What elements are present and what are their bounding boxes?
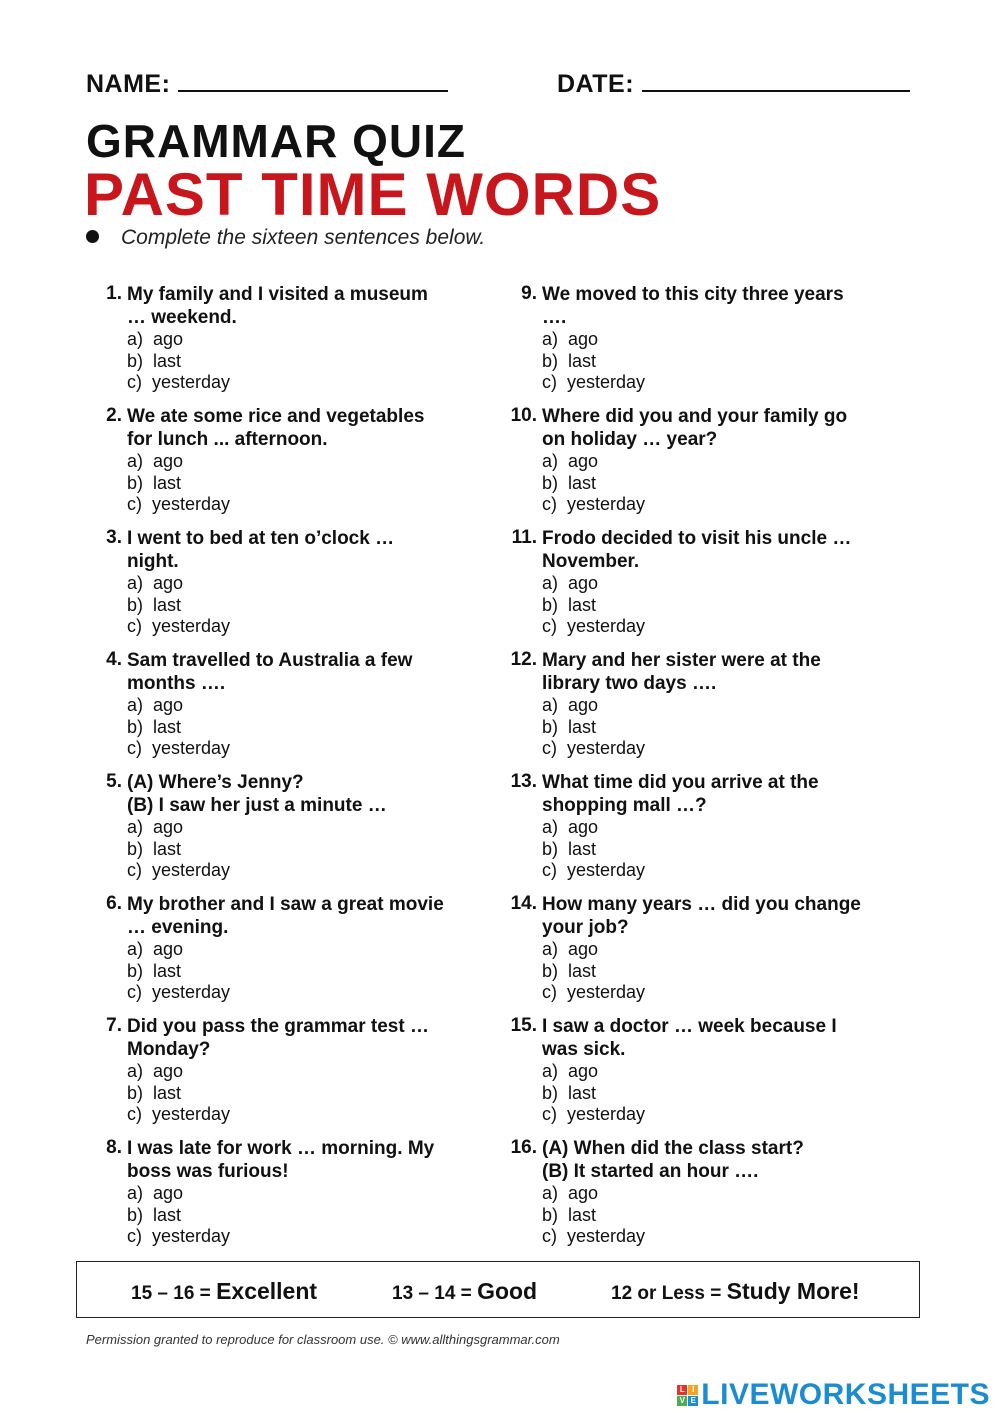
question-item xyxy=(503,771,923,893)
quiz-topic: PAST TIME WORDS xyxy=(84,161,662,228)
answer-option[interactable]: c) yesterday xyxy=(127,982,231,1002)
instruction xyxy=(86,226,485,250)
questions-right-column xyxy=(503,283,923,1259)
questions-left-column xyxy=(88,283,508,1259)
question-text: My family and I visited a museum … weekend. xyxy=(127,284,428,328)
score-study-more xyxy=(611,1278,860,1305)
answer-option[interactable]: b) last xyxy=(542,1204,597,1225)
answer-option[interactable]: a) ago xyxy=(127,939,184,959)
answer-option[interactable]: b) last xyxy=(542,838,597,859)
answer-option[interactable]: b) last xyxy=(127,350,182,371)
answer-options xyxy=(542,329,645,394)
question-text: (A) Where’s Jenny? (B) I saw her just a minute … xyxy=(127,772,387,816)
answer-option[interactable]: a) ago xyxy=(542,573,599,593)
answer-option[interactable]: b) last xyxy=(127,716,182,737)
score-range: 12 or Less = xyxy=(611,1283,722,1304)
question-number: 3. xyxy=(106,527,122,548)
brand-name: LIVEWORKSHEETS xyxy=(701,1378,990,1411)
answer-option[interactable]: a) ago xyxy=(127,695,184,715)
question-item xyxy=(503,527,923,649)
score-label: Excellent xyxy=(216,1278,318,1304)
answer-options xyxy=(542,939,645,1004)
question-item xyxy=(88,283,508,405)
question-text: We ate some rice and vegetables for lunch ... afternoon. xyxy=(127,406,425,450)
question-number: 16. xyxy=(510,1137,537,1158)
question-number: 15. xyxy=(510,1015,537,1036)
answer-options xyxy=(127,329,230,394)
answer-option[interactable]: a) ago xyxy=(127,1061,184,1081)
answer-option[interactable]: c) yesterday xyxy=(542,372,646,392)
question-number: 4. xyxy=(106,649,122,670)
answer-option[interactable]: c) yesterday xyxy=(542,494,646,514)
answer-options xyxy=(542,1061,645,1126)
score-excellent xyxy=(131,1278,317,1305)
question-number: 14. xyxy=(510,893,537,914)
question-item xyxy=(503,893,923,1015)
question-item xyxy=(88,893,508,1015)
name-blank-line xyxy=(178,72,448,92)
answer-option[interactable]: b) last xyxy=(542,1082,597,1103)
answer-option[interactable]: a) ago xyxy=(127,329,184,349)
question-item xyxy=(88,1015,508,1137)
answer-option[interactable]: b) last xyxy=(127,1204,182,1225)
question-item xyxy=(88,405,508,527)
answer-option[interactable]: c) yesterday xyxy=(127,738,231,758)
answer-option[interactable]: b) last xyxy=(542,960,597,981)
answer-option[interactable]: c) yesterday xyxy=(127,1104,231,1124)
answer-option[interactable]: b) last xyxy=(542,716,597,737)
answer-option[interactable]: c) yesterday xyxy=(127,372,231,392)
answer-option[interactable]: c) yesterday xyxy=(542,860,646,880)
instruction-text: Complete the sixteen sentences below. xyxy=(121,226,486,249)
answer-options xyxy=(542,451,645,516)
answer-option[interactable]: a) ago xyxy=(542,695,599,715)
answer-option[interactable]: b) last xyxy=(542,350,597,371)
date-label: DATE: xyxy=(557,70,635,98)
question-item xyxy=(503,649,923,771)
answer-option[interactable]: c) yesterday xyxy=(542,982,646,1002)
question-text: (A) When did the class start? (B) It started an hour …. xyxy=(542,1138,804,1182)
answer-options xyxy=(127,817,230,882)
answer-options xyxy=(127,573,230,638)
score-good xyxy=(392,1278,537,1305)
logo-letter: I xyxy=(688,1385,698,1395)
answer-option[interactable]: c) yesterday xyxy=(542,738,646,758)
logo-letter: E xyxy=(688,1396,698,1406)
date-blank-line xyxy=(642,72,910,92)
question-item xyxy=(503,283,923,405)
question-item xyxy=(88,1137,508,1259)
question-text: Sam travelled to Australia a few months …. xyxy=(127,650,413,694)
question-text: Frodo decided to visit his uncle … November. xyxy=(542,528,852,572)
answer-options xyxy=(127,451,230,516)
name-label: NAME: xyxy=(86,70,171,98)
answer-option[interactable]: c) yesterday xyxy=(127,860,231,880)
question-text: Mary and her sister were at the library two days …. xyxy=(542,650,821,694)
question-text: Did you pass the grammar test … Monday? xyxy=(127,1016,429,1060)
logo-letter: L xyxy=(677,1385,687,1395)
question-item xyxy=(88,527,508,649)
question-item xyxy=(503,405,923,527)
question-text: I was late for work … morning. My boss was furious! xyxy=(127,1138,435,1182)
answer-option[interactable]: b) last xyxy=(127,960,182,981)
answer-option[interactable]: b) last xyxy=(127,472,182,493)
answer-option[interactable]: a) ago xyxy=(542,329,599,349)
answer-option[interactable]: c) yesterday xyxy=(127,1226,231,1246)
answer-option[interactable]: c) yesterday xyxy=(127,616,231,636)
question-text: I went to bed at ten o’clock … night. xyxy=(127,528,395,572)
answer-option[interactable]: b) last xyxy=(127,838,182,859)
question-text: We moved to this city three years …. xyxy=(542,284,844,328)
answer-option[interactable]: c) yesterday xyxy=(542,1104,646,1124)
date-field xyxy=(557,70,910,99)
answer-option[interactable]: c) yesterday xyxy=(542,1226,646,1246)
answer-option[interactable]: b) last xyxy=(542,472,597,493)
answer-option[interactable]: a) ago xyxy=(542,817,599,837)
question-text: My brother and I saw a great movie … evening. xyxy=(127,894,444,938)
answer-option[interactable]: a) ago xyxy=(127,817,184,837)
answer-option[interactable]: a) ago xyxy=(127,1183,184,1203)
answer-option[interactable]: c) yesterday xyxy=(542,616,646,636)
question-number: 6. xyxy=(106,893,122,914)
answer-option[interactable]: c) yesterday xyxy=(127,494,231,514)
question-number: 8. xyxy=(106,1137,122,1158)
score-label: Good xyxy=(477,1278,538,1304)
answer-options xyxy=(127,1183,230,1248)
question-text: I saw a doctor … week because I was sick. xyxy=(542,1016,837,1060)
answer-options xyxy=(127,1061,230,1126)
question-number: 7. xyxy=(106,1015,122,1036)
answer-option[interactable]: a) ago xyxy=(542,451,599,471)
answer-options xyxy=(542,1183,645,1248)
name-field xyxy=(86,70,448,99)
answer-option[interactable]: a) ago xyxy=(542,1061,599,1081)
answer-options xyxy=(542,695,645,760)
question-item xyxy=(503,1137,923,1259)
answer-options xyxy=(542,817,645,882)
score-label: Study More! xyxy=(726,1278,860,1304)
answer-option[interactable]: a) ago xyxy=(127,573,184,593)
quiz-title: GRAMMAR QUIZ xyxy=(86,115,466,167)
question-text: What time did you arrive at the shopping mall …? xyxy=(542,772,819,816)
question-number: 13. xyxy=(510,771,537,792)
permission-notice: Permission granted to reproduce for classroom use. © www.allthingsgrammar.com xyxy=(86,1332,560,1347)
answer-options xyxy=(127,695,230,760)
answer-options xyxy=(542,573,645,638)
answer-options xyxy=(127,939,230,1004)
score-range: 15 – 16 = xyxy=(131,1283,211,1304)
question-item xyxy=(503,1015,923,1137)
question-item xyxy=(88,649,508,771)
question-number: 11. xyxy=(511,527,537,548)
logo-letter: V xyxy=(677,1396,687,1406)
question-number: 2. xyxy=(106,405,122,426)
answer-option[interactable]: a) ago xyxy=(127,451,184,471)
liveworksheets-icon xyxy=(677,1385,698,1406)
answer-option[interactable]: b) last xyxy=(127,594,182,615)
question-item xyxy=(88,771,508,893)
question-number: 9. xyxy=(521,283,537,304)
bullet-icon xyxy=(86,230,99,243)
question-text: Where did you and your family go on holiday … year? xyxy=(542,406,848,450)
question-text: How many years … did you change your job? xyxy=(542,894,861,938)
answer-option[interactable]: a) ago xyxy=(542,939,599,959)
question-number: 1. xyxy=(106,283,122,304)
answer-option[interactable]: a) ago xyxy=(542,1183,599,1203)
score-range: 13 – 14 = xyxy=(392,1283,472,1304)
answer-option[interactable]: b) last xyxy=(127,1082,182,1103)
scoring-box xyxy=(76,1261,920,1318)
liveworksheets-logo[interactable] xyxy=(677,1378,990,1412)
question-number: 5. xyxy=(106,771,122,792)
answer-option[interactable]: b) last xyxy=(542,594,597,615)
question-number: 12. xyxy=(510,649,537,670)
question-number: 10. xyxy=(510,405,537,426)
